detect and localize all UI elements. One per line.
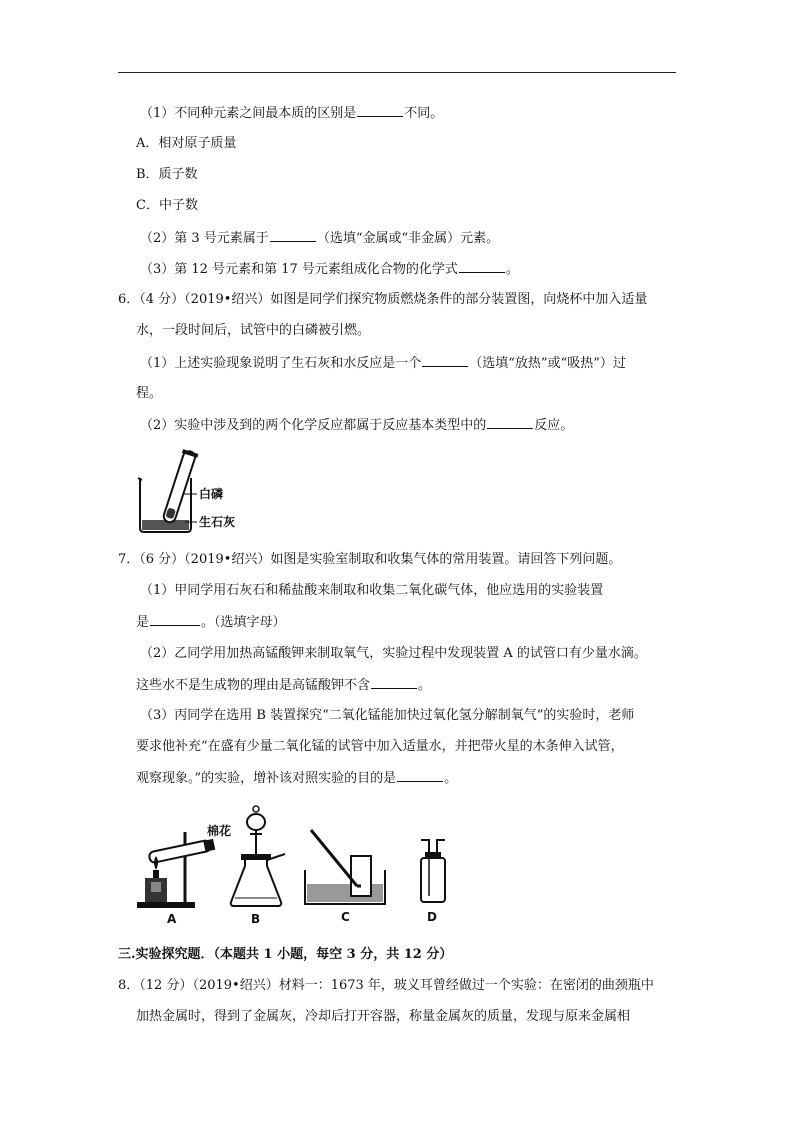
q7-part1-c: 。（选填字母） bbox=[201, 615, 286, 630]
q5-part1-tail: 不同。 bbox=[404, 106, 444, 121]
answer-blank bbox=[397, 769, 443, 782]
q5-option-c: C．中子数 bbox=[136, 198, 198, 213]
answer-blank bbox=[422, 354, 468, 367]
q6-part1-tail: （选填“放热”或“吸热”）过 bbox=[469, 356, 626, 371]
q7-figure-apparatus bbox=[135, 800, 465, 930]
label-d: D bbox=[427, 910, 437, 924]
q6-part2-text: （2）实验中涉及到的两个化学反应都属于反应基本类型中的 bbox=[140, 418, 487, 433]
apparatus-c bbox=[305, 830, 385, 904]
apparatus-d bbox=[421, 840, 445, 902]
apparatus-b bbox=[231, 806, 285, 906]
q6-figure-beaker bbox=[135, 448, 245, 534]
apparatus-diagram bbox=[135, 800, 465, 930]
answer-blank bbox=[357, 104, 403, 117]
q7-part3-cont1: 要求他补充“在盛有少量二氧化锰的试管中加入适量水，并把带火星的木条伸入试管， bbox=[136, 739, 624, 754]
header-rule bbox=[118, 72, 676, 73]
label-white-phosphorus: 白磷 bbox=[199, 487, 224, 501]
q7-part1-b: 是 bbox=[136, 615, 150, 630]
q8-line1: 8．（12 分）（2019•绍兴）材料一：1673 年，玻义耳曾经做过一个实验：在密闭的曲颈瓶中 bbox=[118, 978, 654, 993]
q7-stem: 7．（6 分）（2019•绍兴）如图是实验室制取和收集气体的常用装置。请回答下列问题。 bbox=[118, 552, 622, 567]
answer-blank bbox=[371, 676, 417, 689]
q5-part2-text: （2）第 3 号元素属于 bbox=[140, 231, 269, 246]
answer-blank bbox=[270, 229, 316, 242]
q7-part1: （1）甲同学用石灰石和稀盐酸来制取和收集二氧化碳气体，他应选用的实验装置 bbox=[140, 583, 604, 598]
answer-blank bbox=[459, 260, 505, 273]
q7-part3: （3）丙同学在选用 B 装置探究“二氧化锰能加快过氧化氢分解制氧气”的实验时，老师 bbox=[140, 708, 635, 723]
q6-part1 bbox=[140, 354, 626, 373]
q5-part3 bbox=[140, 260, 519, 279]
q5-part3-text: （3）第 12 号元素和第 17 号元素组成化合物的化学式 bbox=[140, 262, 458, 277]
q6-stem-line1: 6．（4 分）（2019•绍兴）如图是同学们探究物质燃烧条件的部分装置图，向烧杯中加入适量 bbox=[118, 292, 648, 307]
answer-blank bbox=[487, 416, 533, 429]
answer-blank bbox=[150, 613, 200, 626]
label-c: C bbox=[341, 910, 350, 924]
q6-part2 bbox=[140, 416, 573, 435]
q8-line2: 加热金属时，得到了金属灰，冷却后打开容器，称量金属灰的质量，发现与原来金属相 bbox=[136, 1009, 631, 1024]
q7-part2-b: 这些水不是生成物的理由是高锰酸钾不含 bbox=[136, 678, 371, 693]
q7-part3-cont2 bbox=[136, 769, 457, 788]
q5-part2-tail: （选填“金属或“非金属）元素。 bbox=[316, 231, 500, 246]
q7-part3-c: 观察现象。”的实验，增补该对照实验的目的是 bbox=[136, 771, 397, 786]
q6-part2-tail: 反应。 bbox=[534, 418, 574, 433]
q7-part3-d: 。 bbox=[444, 771, 458, 786]
q6-part1-text: （1）上述实验现象说明了生石灰和水反应是一个 bbox=[140, 356, 422, 371]
q5-part3-tail: 。 bbox=[505, 262, 519, 277]
q5-part1-text: （1）不同种元素之间最本质的区别是 bbox=[140, 106, 357, 121]
q7-part2: （2）乙同学用加热高锰酸钾来制取氧气，实验过程中发现装置 A 的试管口有少量水滴。 bbox=[140, 646, 647, 661]
section-title: 三.实验探究题．（本题共 1 小题，每空 3 分，共 12 分） bbox=[118, 947, 453, 962]
q5-option-a: A．相对原子质量 bbox=[136, 136, 237, 151]
label-a: A bbox=[167, 912, 177, 926]
q7-part2-cont bbox=[136, 676, 431, 695]
q7-part2-c: 。 bbox=[418, 678, 432, 693]
label-cotton: 棉花 bbox=[207, 824, 232, 838]
q7-part1-cont bbox=[136, 613, 286, 632]
q5-part1 bbox=[140, 104, 443, 123]
label-b: B bbox=[251, 912, 261, 926]
q6-stem-line2: 水，一段时间后，试管中的白磷被引燃。 bbox=[136, 323, 371, 338]
label-quicklime: 生石灰 bbox=[199, 515, 236, 529]
q6-part1-cont: 程。 bbox=[136, 386, 163, 401]
q5-option-b: B．质子数 bbox=[136, 167, 198, 182]
q5-part2 bbox=[140, 229, 499, 248]
apparatus-a bbox=[137, 832, 215, 908]
